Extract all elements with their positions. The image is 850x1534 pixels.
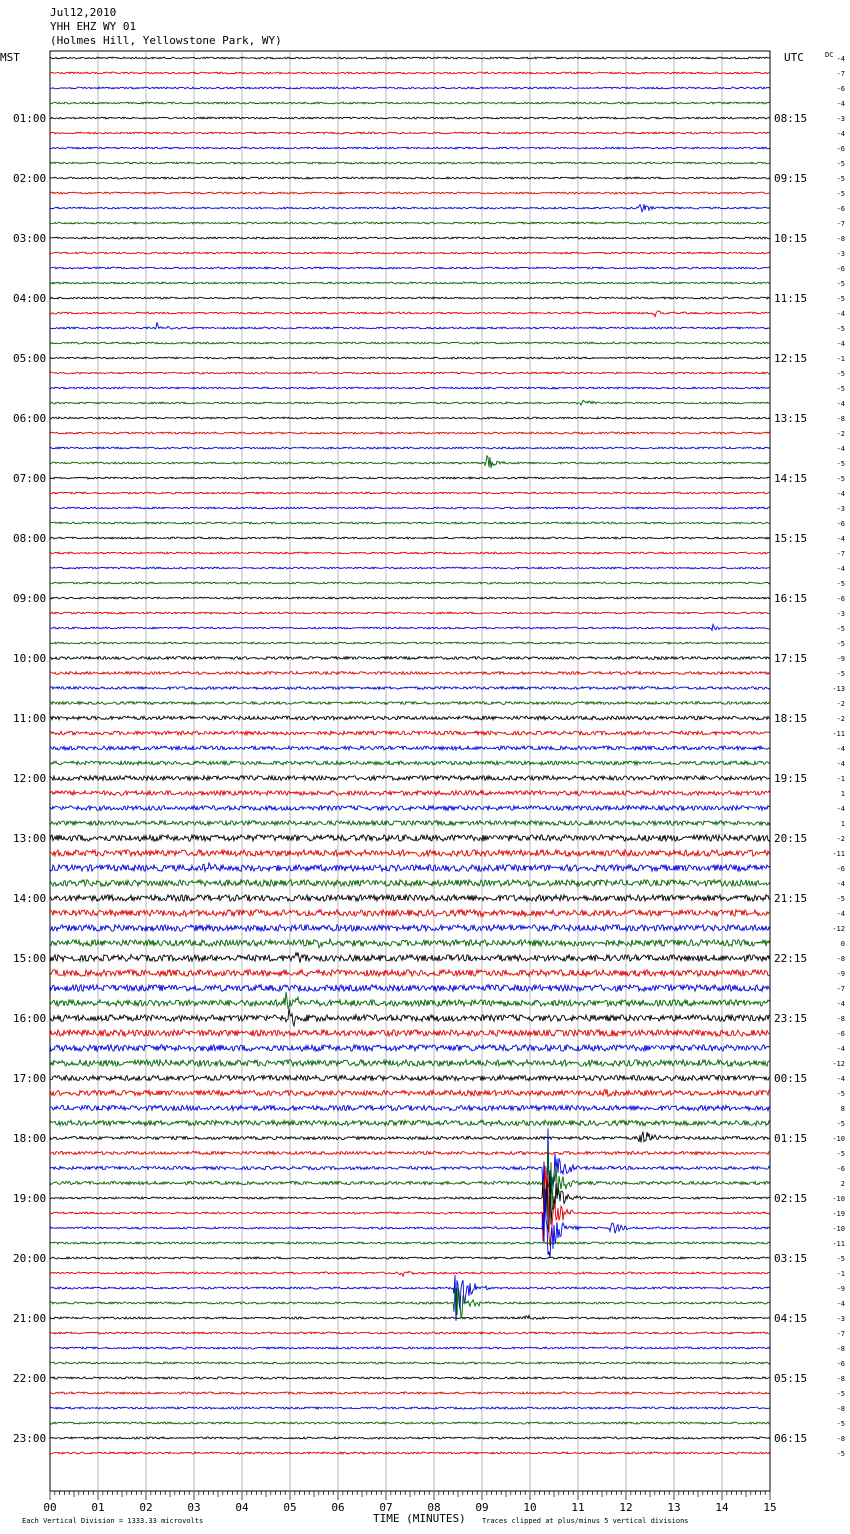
- dc-offset-label: -3: [836, 505, 845, 513]
- dc-offset-label: -8: [836, 1015, 845, 1023]
- trace-row: [50, 952, 770, 962]
- dc-offset-label: -5: [836, 1150, 845, 1158]
- x-tick-label: 13: [667, 1501, 681, 1514]
- trace-row: [50, 567, 770, 569]
- trace-row: [50, 1129, 770, 1212]
- trace-row: [50, 387, 770, 389]
- right-hour-label: 19:15: [774, 772, 808, 785]
- trace-row: [50, 311, 770, 317]
- trace-row: [50, 132, 770, 134]
- left-hour-label: 02:00: [13, 172, 47, 185]
- trace-row: [50, 880, 770, 886]
- trace-row: [50, 357, 770, 359]
- left-hour-label: 13:00: [13, 832, 47, 845]
- left-hour-label: 14:00: [13, 892, 47, 905]
- x-tick-label: 14: [715, 1501, 729, 1514]
- right-hour-label: 13:15: [774, 412, 808, 425]
- trace-row: [50, 252, 770, 254]
- trace-row: [50, 1275, 770, 1321]
- dc-offset-label: -2: [836, 700, 845, 708]
- dc-offset-label: -4: [836, 490, 845, 498]
- dc-offset-label: -5: [836, 475, 845, 483]
- dc-offset-label: -4: [836, 565, 845, 573]
- trace-row: [50, 432, 770, 434]
- left-hour-label: 09:00: [13, 592, 47, 605]
- dc-offset-label: 8: [840, 1105, 845, 1113]
- x-tick-label: 15: [763, 1501, 777, 1514]
- dc-label: DC: [825, 51, 834, 59]
- dc-offset-label: -7: [836, 985, 845, 993]
- dc-offset-label: -5: [836, 1420, 845, 1428]
- trace-row: [50, 612, 770, 614]
- left-hour-label: 03:00: [13, 232, 47, 245]
- right-hour-label: 14:15: [774, 472, 808, 485]
- dc-offset-label: -4: [836, 535, 845, 543]
- left-hour-label: 23:00: [13, 1432, 47, 1445]
- dc-offset-label: 1: [840, 790, 845, 798]
- right-hour-label: 23:15: [774, 1012, 808, 1025]
- dc-offset-label: -9: [836, 655, 845, 663]
- dc-offset-label: -4: [836, 1045, 845, 1053]
- dc-offset-label: -6: [836, 520, 845, 528]
- dc-offset-label: -5: [836, 580, 845, 588]
- left-hour-label: 22:00: [13, 1372, 47, 1385]
- trace-row: [50, 746, 770, 750]
- trace-row: [50, 372, 770, 374]
- x-axis-title: TIME (MINUTES): [373, 1512, 466, 1525]
- trace-row: [50, 1060, 770, 1066]
- dc-offset-label: -4: [836, 760, 845, 768]
- dc-offset-label: -3: [836, 250, 845, 258]
- trace-row: [50, 447, 770, 449]
- trace-row: [50, 1132, 770, 1143]
- trace-row: [50, 204, 770, 212]
- trace-row: [50, 1089, 770, 1096]
- dc-offset-label: -5: [836, 640, 845, 648]
- trace-row: [50, 1407, 770, 1409]
- trace-row: [50, 910, 770, 916]
- dc-offset-label: -5: [836, 1090, 845, 1098]
- trace-row: [50, 297, 770, 299]
- right-hour-label: 12:15: [774, 352, 808, 365]
- dc-offset-label: -5: [836, 895, 845, 903]
- x-tick-label: 05: [283, 1501, 297, 1514]
- trace-row: [50, 1045, 770, 1051]
- dc-offset-label: -4: [836, 340, 845, 348]
- trace-row: [50, 863, 770, 871]
- dc-offset-label: -11: [832, 730, 845, 738]
- trace-row: [50, 282, 770, 284]
- trace-row: [50, 117, 770, 119]
- trace-row: [50, 642, 770, 644]
- right-hour-label: 09:15: [774, 172, 808, 185]
- left-hour-label: 08:00: [13, 532, 47, 545]
- right-hour-label: 05:15: [774, 1372, 808, 1385]
- x-tick-label: 03: [187, 1501, 201, 1514]
- dc-offset-label: -5: [836, 1255, 845, 1263]
- right-hour-label: 18:15: [774, 712, 808, 725]
- trace-row: [50, 1009, 770, 1026]
- trace-row: [50, 522, 770, 524]
- trace-row: [50, 1422, 770, 1424]
- trace-row: [50, 1332, 770, 1334]
- dc-offset-label: -1: [836, 1270, 845, 1278]
- trace-row: [50, 1242, 770, 1244]
- x-tick-label: 00: [43, 1501, 57, 1514]
- trace-row: [50, 687, 770, 690]
- dc-offset-label: -3: [836, 115, 845, 123]
- right-hour-label: 08:15: [774, 112, 808, 125]
- dc-offset-label: -8: [836, 415, 845, 423]
- dc-offset-label: -4: [836, 1075, 845, 1083]
- dc-offset-label: -8: [836, 1375, 845, 1383]
- x-tick-label: 02: [139, 1501, 153, 1514]
- dc-offset-label: -6: [836, 1030, 845, 1038]
- header-station: YHH EHZ WY 01: [50, 20, 137, 33]
- trace-row: [50, 162, 770, 164]
- x-tick-label: 07: [379, 1501, 393, 1514]
- left-hour-label: 11:00: [13, 712, 47, 725]
- dc-offset-label: -4: [836, 805, 845, 813]
- dc-offset-label: 1: [840, 820, 845, 828]
- trace-row: [50, 57, 770, 59]
- trace-row: [50, 222, 770, 224]
- trace-row: [50, 1377, 770, 1379]
- trace-row: [50, 821, 770, 826]
- trace-row: [50, 72, 770, 74]
- dc-offset-label: -12: [832, 925, 845, 933]
- right-hour-label: 00:15: [774, 1072, 808, 1085]
- trace-row: [50, 1437, 770, 1439]
- trace-row: [50, 1030, 770, 1036]
- trace-row: [50, 992, 770, 1008]
- trace-row: [50, 1452, 770, 1454]
- trace-row: [50, 1347, 770, 1349]
- dc-offset-label: -4: [836, 880, 845, 888]
- right-hour-label: 15:15: [774, 532, 808, 545]
- dc-offset-label: -7: [836, 1330, 845, 1338]
- trace-row: [50, 1147, 770, 1214]
- trace-row: [50, 895, 770, 901]
- dc-offset-label: -4: [836, 55, 845, 63]
- dc-offset-label: -4: [836, 910, 845, 918]
- trace-row: [50, 597, 770, 599]
- left-hour-label: 04:00: [13, 292, 47, 305]
- right-hour-label: 21:15: [774, 892, 808, 905]
- trace-row: [50, 582, 770, 584]
- trace-row: [50, 1286, 770, 1316]
- dc-offset-label: -10: [832, 1135, 845, 1143]
- dc-offset-label: -4: [836, 1300, 845, 1308]
- dc-offset-label: -8: [836, 235, 845, 243]
- trace-row: [50, 177, 770, 179]
- dc-offset-label: -5: [836, 385, 845, 393]
- right-hour-label: 01:15: [774, 1132, 808, 1145]
- trace-row: [50, 400, 770, 405]
- trace-row: [50, 925, 770, 931]
- left-hour-label: 10:00: [13, 652, 47, 665]
- trace-row: [50, 147, 770, 149]
- dc-offset-label: -5: [836, 325, 845, 333]
- trace-row: [50, 672, 770, 675]
- left-hour-label: 16:00: [13, 1012, 47, 1025]
- dc-offset-label: -5: [836, 460, 845, 468]
- right-hour-label: 04:15: [774, 1312, 808, 1325]
- x-tick-label: 12: [619, 1501, 633, 1514]
- header-date: Jul12,2010: [50, 6, 117, 19]
- trace-row: [50, 417, 770, 419]
- left-tz-label: MST: [0, 51, 20, 64]
- trace-row: [50, 1151, 770, 1154]
- dc-offset-label: -5: [836, 625, 845, 633]
- trace-row: [50, 1166, 770, 1246]
- left-hour-label: 20:00: [13, 1252, 47, 1265]
- trace-row: [50, 761, 770, 765]
- dc-offset-label: -2: [836, 715, 845, 723]
- trace-row: [50, 492, 770, 494]
- trace-row: [50, 87, 770, 89]
- dc-offset-label: -4: [836, 1000, 845, 1008]
- left-hour-label: 07:00: [13, 472, 47, 485]
- trace-row: [50, 1120, 770, 1125]
- dc-offset-label: -4: [836, 745, 845, 753]
- trace-row: [50, 939, 770, 948]
- left-hour-label: 18:00: [13, 1132, 47, 1145]
- dc-offset-label: -2: [836, 835, 845, 843]
- dc-offset-label: -6: [836, 1360, 845, 1368]
- x-tick-label: 09: [475, 1501, 489, 1514]
- trace-row: [50, 776, 770, 781]
- trace-row: [50, 1189, 770, 1258]
- dc-offset-label: -11: [832, 1240, 845, 1248]
- x-tick-label: 11: [571, 1501, 585, 1514]
- dc-offset-label: -5: [836, 670, 845, 678]
- dc-offset-label: -5: [836, 1390, 845, 1398]
- x-tick-label: 10: [523, 1501, 537, 1514]
- dc-offset-label: -19: [832, 1210, 845, 1218]
- footer-left: Each Vertical Division = 1333.33 microvolts: [22, 1517, 204, 1525]
- dc-offset-label: -6: [836, 595, 845, 603]
- dc-offset-label: -4: [836, 130, 845, 138]
- dc-offset-label: -5: [836, 370, 845, 378]
- dc-offset-label: -6: [836, 1165, 845, 1173]
- trace-row: [50, 731, 770, 735]
- dc-offset-label: -5: [836, 160, 845, 168]
- dc-offset-label: -5: [836, 190, 845, 198]
- left-hour-label: 19:00: [13, 1192, 47, 1205]
- left-hour-label: 17:00: [13, 1072, 47, 1085]
- dc-offset-label: -7: [836, 70, 845, 78]
- trace-row: [50, 507, 770, 509]
- dc-offset-label: -5: [836, 1120, 845, 1128]
- dc-offset-label: -12: [832, 1060, 845, 1068]
- header-location: (Holmes Hill, Yellowstone Park, WY): [50, 34, 282, 47]
- right-hour-label: 17:15: [774, 652, 808, 665]
- dc-offset-label: -3: [836, 1315, 845, 1323]
- dc-offset-label: -10: [832, 1225, 845, 1233]
- trace-row: [50, 1392, 770, 1394]
- traces: [50, 57, 770, 1454]
- dc-offset-label: -6: [836, 265, 845, 273]
- dc-offset-label: -7: [836, 220, 845, 228]
- left-hour-label: 15:00: [13, 952, 47, 965]
- dc-offset-label: -8: [836, 1435, 845, 1443]
- dc-offset-label: -1: [836, 775, 845, 783]
- dc-offset-label: -9: [836, 1285, 845, 1293]
- dc-offset-label: -5: [836, 1450, 845, 1458]
- right-hour-label: 22:15: [774, 952, 808, 965]
- trace-row: [50, 537, 770, 539]
- left-hour-label: 01:00: [13, 112, 47, 125]
- trace-row: [50, 791, 770, 796]
- dc-offset-label: 2: [840, 1180, 845, 1188]
- trace-row: [50, 702, 770, 705]
- right-hour-label: 11:15: [774, 292, 808, 305]
- trace-row: [50, 237, 770, 239]
- dc-offset-label: -8: [836, 1345, 845, 1353]
- dc-offset-label: -6: [836, 85, 845, 93]
- dc-offset-label: -8: [836, 955, 845, 963]
- dc-offset-label: -4: [836, 400, 845, 408]
- trace-row: [50, 1105, 770, 1110]
- trace-row: [50, 1257, 770, 1259]
- dc-offset-label: -8: [836, 1405, 845, 1413]
- trace-row: [50, 985, 770, 991]
- trace-row: [50, 1316, 770, 1320]
- trace-row: [50, 1168, 770, 1234]
- trace-row: [50, 1075, 770, 1080]
- dc-offset-label: -11: [832, 850, 845, 858]
- dc-offset-label: -3: [836, 610, 845, 618]
- trace-row: [50, 342, 770, 344]
- trace-row: [50, 970, 770, 976]
- trace-row: [50, 1362, 770, 1364]
- left-hour-label: 06:00: [13, 412, 47, 425]
- dc-offset-label: -4: [836, 445, 845, 453]
- dc-offset-label: -1: [836, 355, 845, 363]
- dc-offset-label: -2: [836, 430, 845, 438]
- trace-row: [50, 192, 770, 194]
- dc-offset-label: -13: [832, 685, 845, 693]
- right-hour-label: 06:15: [774, 1432, 808, 1445]
- trace-row: [50, 716, 770, 720]
- trace-row: [50, 835, 770, 841]
- right-tz-label: UTC: [784, 51, 804, 64]
- left-hour-label: 21:00: [13, 1312, 47, 1325]
- dc-offset-label: -4: [836, 100, 845, 108]
- right-hour-label: 20:15: [774, 832, 808, 845]
- dc-offset-label: 0: [840, 940, 845, 948]
- trace-row: [50, 657, 770, 660]
- dc-offset-label: -5: [836, 295, 845, 303]
- trace-row: [50, 477, 770, 479]
- dc-offset-label: -10: [832, 1195, 845, 1203]
- trace-row: [50, 267, 770, 269]
- dc-offset-label: -5: [836, 280, 845, 288]
- axes: [50, 1491, 770, 1500]
- dc-offset-label: -9: [836, 970, 845, 978]
- dc-offset-label: -6: [836, 205, 845, 213]
- x-tick-label: 08: [427, 1501, 441, 1514]
- trace-row: [50, 806, 770, 811]
- right-hour-label: 02:15: [774, 1192, 808, 1205]
- footer-right: Traces clipped at plus/minus 5 vertical divisions: [482, 1517, 689, 1525]
- left-hour-label: 05:00: [13, 352, 47, 365]
- x-tick-label: 06: [331, 1501, 345, 1514]
- x-tick-label: 01: [91, 1501, 105, 1514]
- right-hour-label: 10:15: [774, 232, 808, 245]
- x-tick-label: 04: [235, 1501, 249, 1514]
- right-hour-label: 03:15: [774, 1252, 808, 1265]
- trace-row: [50, 625, 770, 631]
- trace-row: [50, 456, 770, 468]
- right-hour-label: 16:15: [774, 592, 808, 605]
- left-hour-label: 12:00: [13, 772, 47, 785]
- dc-offset-label: -6: [836, 865, 845, 873]
- dc-offset-label: -6: [836, 145, 845, 153]
- dc-offset-label: -4: [836, 310, 845, 318]
- trace-row: [50, 850, 770, 856]
- trace-row: [50, 322, 770, 329]
- dc-offset-label: -5: [836, 175, 845, 183]
- dc-offset-label: -7: [836, 550, 845, 558]
- trace-row: [50, 552, 770, 554]
- trace-row: [50, 102, 770, 104]
- trace-row: [50, 1271, 770, 1276]
